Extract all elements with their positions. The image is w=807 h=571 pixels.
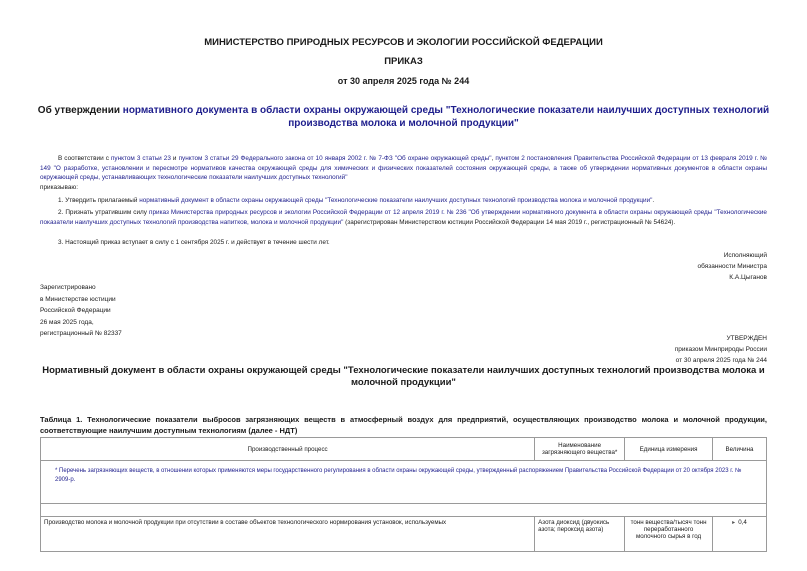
- item-1-link[interactable]: нормативный документ в области охраны окружающей среды "Технологические показатели наилучших доступных технологий производства молока и молочной продукции": [139, 197, 653, 204]
- footnote-row: [41, 461, 767, 504]
- item-2-text: 2. Признать утратившим силу: [58, 209, 149, 216]
- preamble-link-article-23[interactable]: пунктом 3 статьи 23: [110, 155, 171, 162]
- header-unit: Единица измерения: [625, 438, 713, 461]
- row1-substance: Азота диоксид (двуокись азота; пероксид азота): [535, 517, 625, 552]
- preamble-link-decree-149[interactable]: пунктом 2 постановления Правительства Российской Федерации от 13 февраля 2019 г. № 149 "О разработке, установлении и пересмотре нормативов качества окружающей среды для химических и физических показателей состояния окружающей среды, а также об утверждении нормативных документов в области охраны окружающей среды, устанавливающих технологические показатели наилучших доступных технологий": [40, 155, 768, 182]
- page-title: [30, 104, 777, 130]
- footnote-cell: [41, 461, 767, 504]
- item-2-end: (зарегистрирован Министерством юстиции Российской Федерации 14 мая 2019 г., регистрационный № 54624).: [343, 218, 676, 226]
- item-1-text: 1. Утвердить прилагаемый: [58, 197, 140, 204]
- preamble-text-3: ,: [491, 155, 496, 162]
- spacer-row: [41, 504, 767, 517]
- table-row: [41, 517, 767, 552]
- table-header-row: [41, 438, 767, 461]
- footnote-marker: *: [55, 468, 60, 474]
- row1-unit: тонн вещества/тысяч тонн переработанного молочного сырья в год: [625, 517, 713, 552]
- header-process: Производственный процесс: [41, 438, 535, 461]
- registration-line-4: 26 мая 2025 года,: [40, 318, 94, 326]
- expand-arrow-icon[interactable]: ▸: [732, 519, 736, 526]
- approval-block: [675, 333, 767, 366]
- approval-line-3: от 30 апреля 2025 года № 244: [675, 357, 767, 364]
- registration-line-2: в Министерстве юстиции: [40, 295, 116, 303]
- item-1-end: .: [652, 197, 655, 204]
- ministry-name: МИНИСТЕРСТВО ПРИРОДНЫХ РЕСУРСОВ И ЭКОЛОГИИ РОССИЙСКОЙ ФЕДЕРАЦИИ: [204, 37, 603, 48]
- registration-line-5: регистрационный № 82337: [40, 330, 122, 337]
- registration-line-3: Российской Федерации: [40, 307, 111, 314]
- order-word: приказываю:: [40, 184, 78, 191]
- footnote-link[interactable]: Перечень загрязняющих веществ, в отношении которых применяются меры государственного регулирования в области охраны окружающей среды, утвержденный распоряжением Правительства Российской Федерации от 20 октября 2023 г. № 2909-р: [55, 468, 742, 483]
- row1-value: 0,4: [738, 519, 747, 526]
- footnote-end: .: [73, 477, 76, 483]
- table-caption: Таблица 1. Технологические показатели выбросов загрязняющих веществ в атмосферный воздух для предприятий, осуществляющих производство молока и молочной продукции, соответствующие наилучшим доступным технологиям (далее - НДТ): [40, 415, 767, 435]
- item-1: [40, 196, 767, 206]
- title-link[interactable]: нормативного документа в области охраны окружающей среды "Технологические показатели наилучших доступных технологий производства молока и молочной продукции": [122, 105, 770, 129]
- preamble-text-1: В соответствии с: [58, 155, 111, 162]
- document-title: Нормативный документ в области охраны окружающей среды "Технологические показатели наилучших доступных технологий производства молока и молочной продукции": [42, 365, 765, 388]
- header-value: Величина: [713, 438, 767, 461]
- approval-line-2: приказом Минприроды России: [674, 346, 767, 353]
- item-2: [40, 208, 767, 227]
- registration-block: [40, 282, 122, 340]
- preamble-text-2: и: [170, 155, 179, 162]
- row1-process: Производство молока и молочной продукции при отсутствии в составе объектов технологического нормирования установок, используемых: [41, 517, 535, 552]
- signature-block: [698, 250, 768, 283]
- indicators-table: [40, 437, 767, 552]
- title-prefix: Об утверждении: [37, 105, 123, 116]
- preamble-link-law-7fz[interactable]: пунктом 3 статьи 29 Федерального закона от 10 января 2002 г. № 7-ФЗ "Об охране окружающей среды": [178, 155, 492, 162]
- signature-line-2: обязанности Министра: [697, 263, 767, 270]
- signature-line-1: Исполняющий: [723, 252, 767, 259]
- row1-value-cell: [713, 517, 767, 552]
- header-substance: Наименование загрязняющего вещества*: [535, 438, 625, 461]
- approval-line-1: УТВЕРЖДЕН: [726, 335, 767, 342]
- signature-line-3: К.А.Цыганов: [729, 274, 767, 281]
- registration-line-1: Зарегистрировано: [40, 284, 96, 291]
- doc-date-number: от 30 апреля 2025 года № 244: [337, 76, 470, 86]
- preamble: [40, 154, 767, 183]
- item-2-link[interactable]: приказ Министерства природных ресурсов и экологии Российской Федерации от 12 апреля 2019 г. № 236 "Об утверждении нормативного документа в области охраны окружающей среды "Технологические показатели наилучших доступных технологий производства напитков, молока и молочной продукции": [40, 209, 767, 226]
- doc-type: ПРИКАЗ: [384, 56, 423, 67]
- item-3: 3. Настоящий приказ вступает в силу с 1 сентября 2025 г. и действует в течение шести лет.: [58, 239, 330, 246]
